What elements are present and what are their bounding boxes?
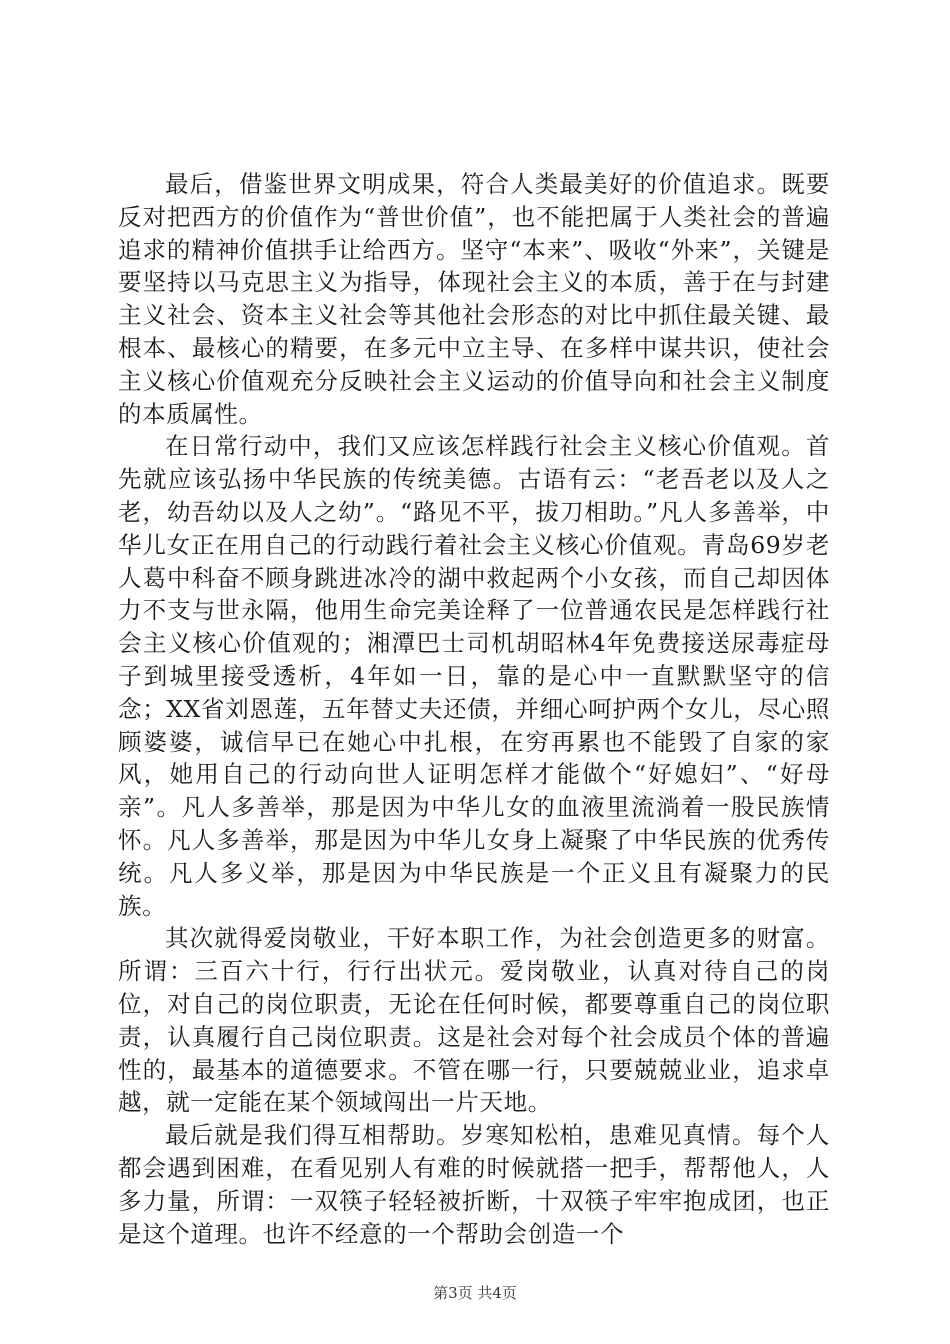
paragraph-3: 其次就得爱岗敬业，干好本职工作，为社会创造更多的财富。所谓：三百六十行，行行出状元。爱岗敬业，认真对待自己的岗位，对自己的岗位职责，无论在任何时候，都要尊重自己的岗位职责，认真履行自己岗位职责。这是社会对每个社会成员个体的普遍性的，最基本的道德要求。不管在哪一行，只要兢兢业业，追求卓越，就一定能在某个领域闯出一片天地。 [118,924,830,1117]
paragraph-1: 最后，借鉴世界文明成果，符合人类最美好的价值追求。既要反对把西方的价值作为“普世价值”，也不能把属于人类社会的普遍追求的精神价值拱手让给西方。坚守“本来”、吸收“外来”，关键是要坚持以马克思主义为指导，体现社会主义的本质，善于在与封建主义社会、资本主义社会等其他社会形态的对比中抓住最关键、最根本、最核心的精要，在多元中立主导、在多样中谋共识，使社会主义核心价值观充分反映社会主义运动的价值导向和社会主义制度的本质属性。 [118,170,830,428]
page-footer: 第3页 共4页 [433,1284,517,1302]
document-body [118,168,830,1250]
paragraph-4: 最后就是我们得互相帮助。岁寒知松柏，患难见真情。每个人都会遇到困难，在看见别人有难的时候就搭一把手，帮帮他人，人多力量，所谓：一双筷子轻轻被折断，十双筷子牢牢抱成团，也正是这个道理。也许不经意的一个帮助会创造一个 [118,1121,830,1248]
paragraph-2: 在日常行动中，我们又应该怎样践行社会主义核心价值观。首先就应该弘扬中华民族的传统美德。古语有云：“老吾老以及人之老，幼吾幼以及人之幼”。“路见不平，拔刀相助。”凡人多善举，中华儿女正在用自己的行动践行着社会主义核心价值观。青岛69岁老人葛中科奋不顾身跳进冰冷的湖中救起两个小女孩，而自己却因体力不支与世永隔，他用生命完美诠释了一位普通农民是怎样践行社会主义核心价值观的；湘潭巴士司机胡昭林4年免费接送尿毒症母子到城里接受透析，4年如一日，靠的是心中一直默默坚守的信念；XX省刘恩莲，五年替丈夫还债，并细心呵护两个女儿，尽心照顾婆婆，诚信早已在她心中扎根，在穷再累也不能毁了自家的家风，她用自己的行动向世人证明怎样才能做个“好媳妇”、“好母亲”。凡人多善举，那是因为中华儿女的血液里流淌着一股民族情怀。凡人多善举，那是因为中华儿女身上凝聚了中华民族的优秀传统。凡人多义举，那是因为中华民族是一个正义且有凝聚力的民族。 [118,432,830,920]
